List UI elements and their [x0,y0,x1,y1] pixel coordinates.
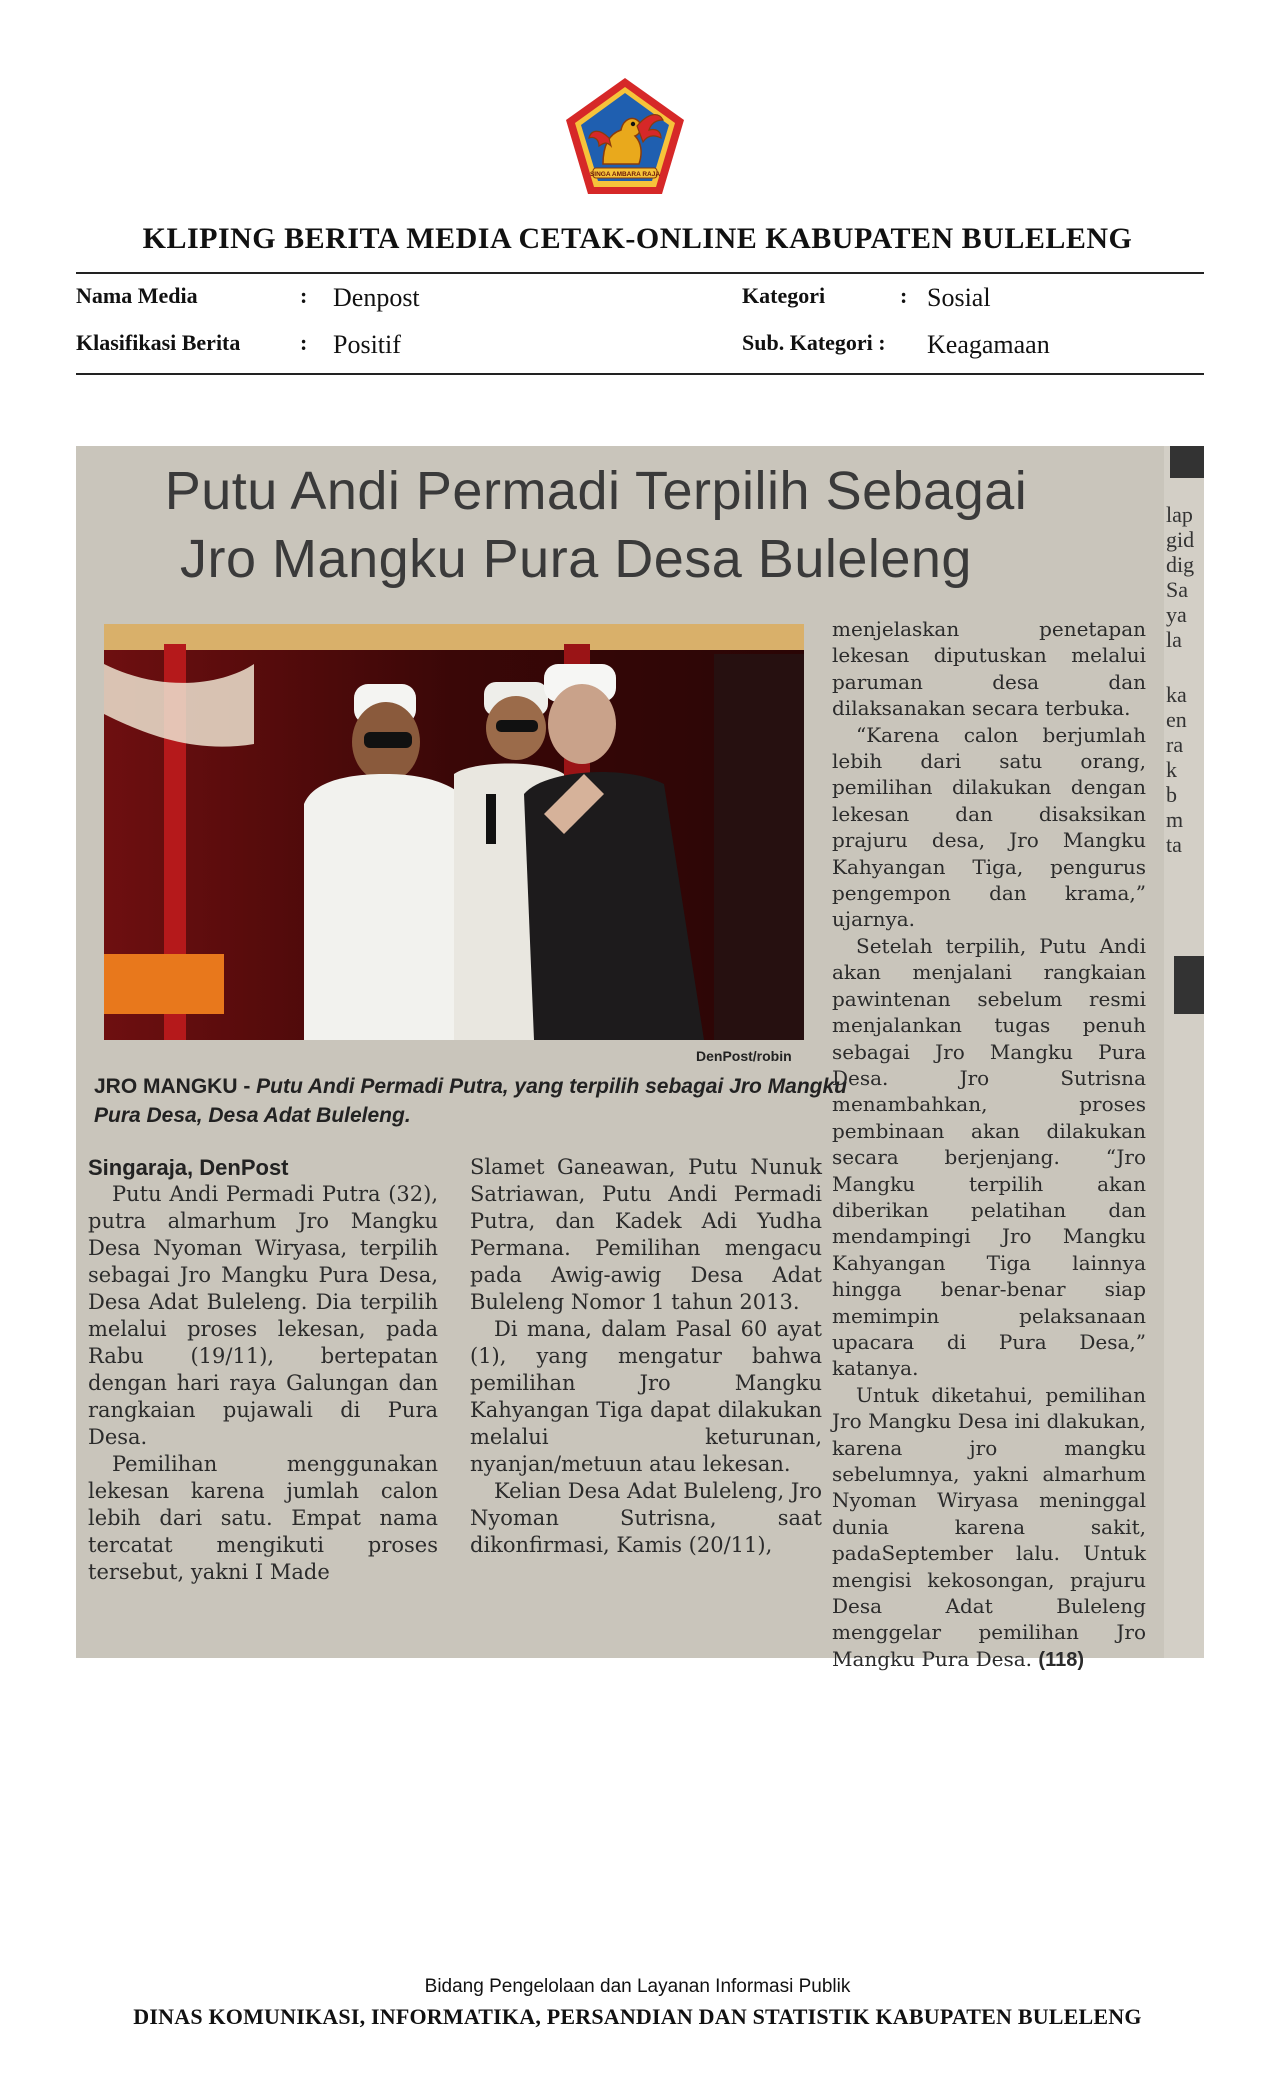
col2-paragraph-1: Slamet Ganeawan, Putu Nunuk Satriawan, Putu Andi Permadi Putra, dan Kadek Adi Yudha Permana. Pemilihan mengacu pada Awig-awig Desa Adat Buleleng Nomor 1 tahun 2013. [470,1155,822,1314]
col1-paragraph-2: Pemilihan menggunakan lekesan karena jumlah calon lebih dari satu. Empat nama tercatat mengikuti proses tersebut, yakni I Made [88,1452,438,1584]
article-column-1 [88,1154,438,1586]
newspaper-clipping [76,446,1204,1671]
buleleng-emblem-logo [563,76,687,198]
photo-credit: DenPost/robin [696,1048,792,1064]
adjacent-column-text-mid: ka en ra k b m ta [1166,682,1187,857]
adjacent-dark-block-mid [1174,956,1204,1014]
col2-paragraph-3: Kelian Desa Adat Buleleng, Jro Nyoman Sutrisna, saat dikonfirmasi, Kamis (20/11), [470,1479,822,1557]
col3-paragraph-4 [832,1382,1146,1673]
label-sub-kategori: Sub. Kategori : [742,330,886,355]
emblem-banner-text: SINGA AMBARA RAJA [589,171,661,178]
caption-text: Putu Andi Permadi Putra, yang terpilih sebagai Jro Mangku Pura Desa, Desa Adat Buleleng. [94,1075,848,1127]
col3-paragraph-2: “Karena calon berjumlah lebih dari satu orang, pemilihan dilakukan dengan lekesan dan disaksikan prajuru desa, Jro Mangku Kahyangan Tiga, pengurus pengempon dan krama,” ujarnya. [832,722,1146,932]
article-headline-line-2: Jro Mangku Pura Desa Buleleng [180,529,972,589]
col2-paragraph-2: Di mana, dalam Pasal 60 ayat (1), yang mengatur bahwa pemilihan Jro Mangku Kahyangan Tiga dapat dilakukan melalui keturunan, nyanjan/metuun atau lekesan. [470,1317,822,1476]
article-column-3 [832,616,1146,1673]
label-nama-media: Nama Media [76,283,198,308]
footer-title: DINAS KOMUNIKASI, INFORMATIKA, PERSANDIAN DAN STATISTIK KABUPATEN BULELENG [133,2004,1142,2029]
reporter-code: (118) [1038,1648,1084,1671]
value-kategori: Sosial [927,283,991,312]
colon-nama-media: : [300,283,308,308]
article-headline-line-1: Putu Andi Permadi Terpilih Sebagai [164,461,1028,521]
caption-lead: JRO MANGKU - [94,1075,257,1098]
value-sub-kategori: Keagamaan [927,330,1050,359]
col3-paragraph-3: Setelah terpilih, Putu Andi akan menjalani rangkaian pawintenan sebelum resmi menjalankan tugas penuh sebagai Jro Mangku Pura Desa. Jro Sutrisna menambahkan, proses pembinaan akan dilakukan secara berjenjang. “Jro Mangku terpilih akan diberikan pelatihan dan mendampingi Jro Mangku Kahyangan Tiga lainnya hingga benar-benar siap memimpin pelaksanaan upacara di Pura Desa,” katanya. [832,933,1146,1381]
header-rule-bottom [76,373,1204,375]
col3-paragraph-1: menjelaskan penetapan lekesan diputuskan melalui paruman desa dan dilaksanakan secara terbuka. [832,617,1146,721]
adjacent-dark-block-top [1170,446,1204,478]
value-klasifikasi: Positif [333,330,401,359]
label-klasifikasi: Klasifikasi Berita [76,330,241,355]
col3-paragraph-4-text: Untuk diketahui, pemilihan Jro Mangku Desa ini dlakukan, karena jro mangku sebelumnya, yakni almarhum Nyoman Wiryasa meninggal dunia karena sakit, padaSeptember lalu. Untuk mengisi kekosongan, prajuru Desa Adat Buleleng menggelar pemilihan Jro Mangku Pura Desa. [832,1382,1146,1671]
page-title: KLIPING BERITA MEDIA CETAK-ONLINE KABUPATEN BULELENG [142,222,1133,255]
value-nama-media: Denpost [333,283,420,312]
header-rule-top [76,272,1204,274]
colon-klasifikasi: : [300,330,308,355]
colon-kategori: : [900,283,908,308]
footer-subtitle: Bidang Pengelolaan dan Layanan Informasi Publik [424,1976,851,1997]
photo-caption [94,1072,854,1130]
article-photo [104,624,804,1040]
label-kategori: Kategori [742,283,826,308]
col1-paragraph-1: Putu Andi Permadi Putra (32), putra almarhum Jro Mangku Desa Nyoman Wiryasa, terpilih sebagai Jro Mangku Pura Desa, Desa Adat Buleleng. Dia terpilih melalui proses lekesan, pada Rabu (19/11), bertepatan dengan hari raya Galungan dan rangkaian pujawali di Pura Desa. [88,1182,438,1449]
article-dateline: Singaraja, DenPost [88,1155,289,1180]
adjacent-column-text-top: lap gid dig Sa ya la [1166,502,1195,652]
article-column-2 [470,1154,822,1559]
